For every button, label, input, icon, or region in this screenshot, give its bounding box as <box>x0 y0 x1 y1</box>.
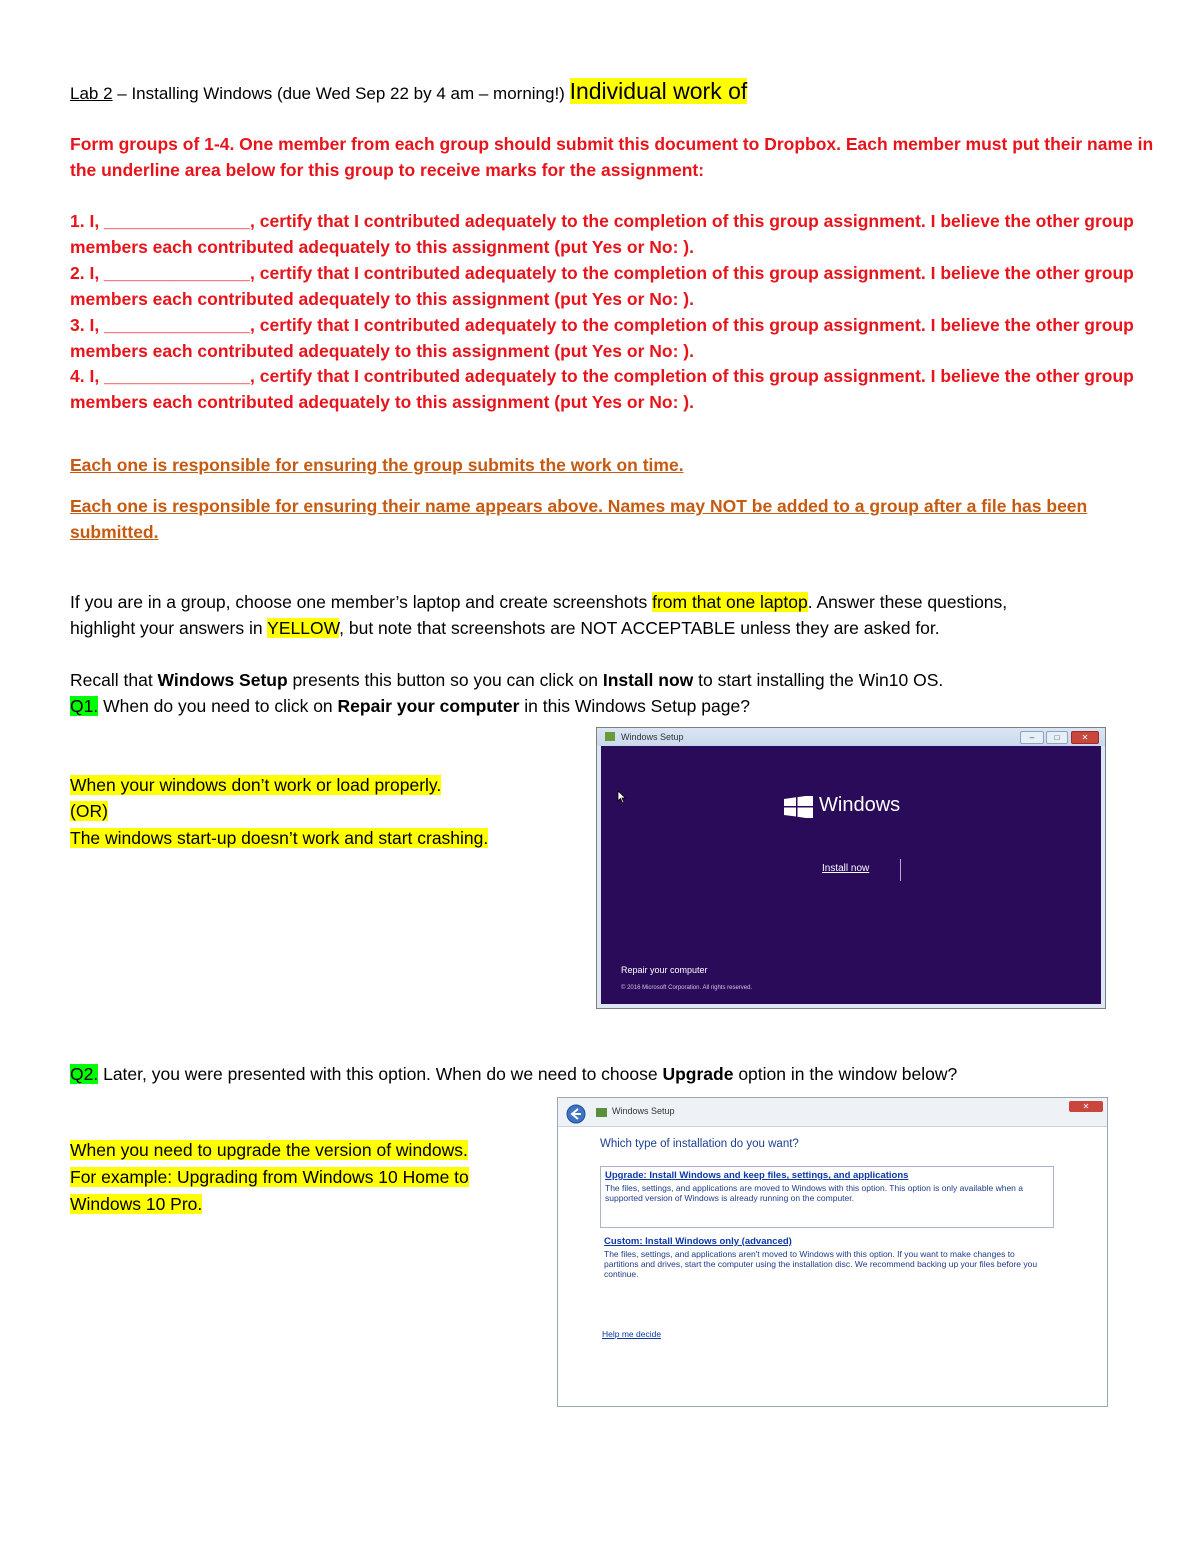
setup-app-icon <box>605 732 615 741</box>
q2-text-2: option in the window below? <box>733 1064 958 1084</box>
help-me-decide-link[interactable]: Help me decide <box>602 1329 662 1339</box>
install-now-button[interactable]: Install now <box>822 863 870 874</box>
certification-1b: members each contributed adequately to this assignment (put Yes or No: ). <box>70 237 694 257</box>
q2-answer-3 <box>70 1191 202 1217</box>
document-title <box>70 78 747 107</box>
instructions-line-1: Form groups of 1-4. One member from each group should submit this document to Dropbox. Each member must put their name in <box>70 134 1154 154</box>
certification-4b: members each contributed adequately to this assignment (put Yes or No: ). <box>70 392 694 412</box>
recall-text-3: to start installing the Win10 OS. <box>693 670 944 690</box>
certification-2b: members each contributed adequately to this assignment (put Yes or No: ). <box>70 289 694 309</box>
q1-text-1: When do you need to click on <box>98 696 338 716</box>
yellow-word: YELLOW <box>267 618 340 638</box>
custom-option-desc: The files, settings, and applications aren't moved to Windows with this option. If you want to make changes to partitions and drives, start the computer using the installation disc. We recommend backing up your files before you continue. <box>604 1249 1038 1279</box>
close-icon: ✕ <box>1071 731 1099 744</box>
question-1 <box>70 693 750 719</box>
highlight-instruction: highlight your answers in <box>70 618 268 638</box>
q2-answer-text-1: When you need to upgrade the version of windows. <box>70 1140 468 1160</box>
responsibility-line-2a: Each one is responsible for ensuring their name appears above. Names may NOT be added to a group after a file has been <box>70 496 1088 516</box>
group-para-end: . Answer these questions, <box>807 592 1008 612</box>
q1-answer-1 <box>70 772 441 798</box>
responsibility-line-2b: submitted. <box>70 522 159 542</box>
screenshot-title: Windows Setup <box>621 732 684 742</box>
back-arrow-icon[interactable] <box>566 1104 586 1124</box>
group-paragraph-line-2 <box>70 615 940 641</box>
certification-4a: 4. I, _______________, certify that I contributed adequately to the completion of this group assignment. I believe the other group <box>70 366 1134 386</box>
screenshot2-title: Windows Setup <box>612 1106 675 1116</box>
custom-option[interactable] <box>600 1234 1054 1280</box>
highlight-instruction-end: , but note that screenshots are NOT ACCEPTABLE unless they are asked for. <box>339 618 940 638</box>
group-paragraph-line-1 <box>70 589 1007 615</box>
certification-1a: 1. I, _______________, certify that I contributed adequately to the completion of this group assignment. I believe the other group <box>70 211 1134 231</box>
close-icon[interactable]: ✕ <box>1069 1101 1103 1112</box>
group-para-text: If you are in a group, choose one member’s laptop and create screenshots <box>70 592 653 612</box>
individual-work-label: Individual work of <box>569 78 748 104</box>
windows-logo-icon <box>784 796 814 818</box>
upgrade-option[interactable] <box>600 1166 1054 1228</box>
screenshot-titlebar <box>597 728 1105 746</box>
upgrade-option-title: Upgrade: Install Windows and keep files, settings, and applications <box>605 1170 909 1181</box>
upgrade-option-desc: The files, settings, and applications are moved to Windows with this option. This option is only available when a supported version of Windows is already running on the computer. <box>605 1183 1023 1203</box>
q2-label: Q2. <box>70 1064 99 1084</box>
setup-screen <box>601 746 1101 1004</box>
q1-answer-text-3: The windows start-up doesn’t work and start crashing. <box>70 828 489 848</box>
title-rest: – Installing Windows (due Wed Sep 22 by 4 am – morning!) <box>112 84 570 103</box>
q1-answer-text-2: (OR) <box>70 801 108 821</box>
q2-bold: Upgrade <box>662 1064 734 1084</box>
custom-option-title: Custom: Install Windows only (advanced) <box>604 1236 792 1247</box>
recall-bold-1: Windows Setup <box>157 670 288 690</box>
setup-app-icon <box>596 1108 607 1117</box>
installation-question: Which type of installation do you want? <box>600 1138 799 1150</box>
q2-text-1: Later, you were presented with this option. When do we need to choose <box>98 1064 663 1084</box>
q1-answer-text-1: When your windows don’t work or load properly. <box>70 775 442 795</box>
q2-answer-2 <box>70 1164 469 1190</box>
q2-answer-text-3: Windows 10 Pro. <box>70 1194 203 1214</box>
certification-2a: 2. I, _______________, certify that I contributed adequately to the completion of this group assignment. I believe the other group <box>70 263 1134 283</box>
titlebar-divider <box>558 1126 1107 1127</box>
certification-3a: 3. I, _______________, certify that I contributed adequately to the completion of this group assignment. I believe the other group <box>70 315 1134 335</box>
q2-answer-text-2: For example: Upgrading from Windows 10 Home to <box>70 1167 469 1187</box>
repair-computer-link[interactable]: Repair your computer <box>621 965 708 975</box>
copyright-text: © 2016 Microsoft Corporation. All rights reserved. <box>621 985 753 991</box>
question-2 <box>70 1061 957 1087</box>
cursor-icon <box>617 790 627 804</box>
recall-paragraph <box>70 667 943 693</box>
group-para-highlight: from that one laptop <box>652 592 808 612</box>
q1-answer-3 <box>70 825 488 851</box>
recall-bold-2: Install now <box>602 670 694 690</box>
windows-logo-text: Windows <box>819 794 901 816</box>
responsibility-line-1: Each one is responsible for ensuring the group submits the work on time. <box>70 455 684 475</box>
maximize-icon: □ <box>1046 731 1068 744</box>
instructions-line-2: the underline area below for this group to receive marks for the assignment: <box>70 160 705 180</box>
recall-text-2: presents this button so you can click on <box>287 670 603 690</box>
q1-bold: Repair your computer <box>337 696 520 716</box>
installation-type-screenshot <box>557 1097 1108 1407</box>
install-separator <box>900 859 901 881</box>
lab-label: Lab 2 <box>70 84 113 103</box>
recall-text-1: Recall that <box>70 670 158 690</box>
minimize-icon: – <box>1020 731 1044 744</box>
q1-label: Q1. <box>70 696 99 716</box>
q2-answer-1 <box>70 1137 468 1163</box>
q1-text-2: in this Windows Setup page? <box>519 696 750 716</box>
windows-setup-screenshot <box>596 727 1106 1009</box>
q1-answer-2 <box>70 798 108 824</box>
certification-3b: members each contributed adequately to this assignment (put Yes or No: ). <box>70 341 694 361</box>
